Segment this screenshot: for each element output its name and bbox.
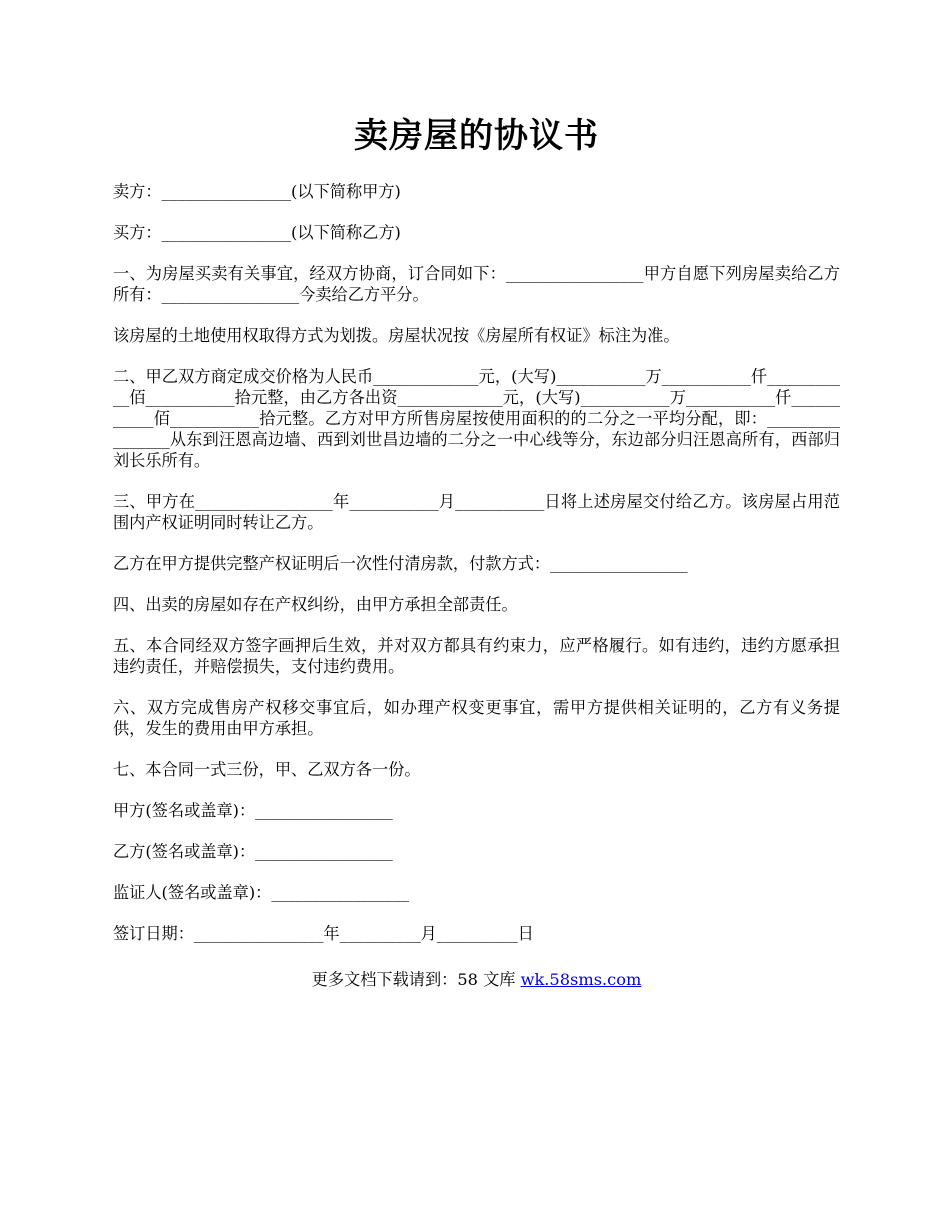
clause-1: 一、为房屋买卖有关事宜，经双方协商，订合同如下：_________________甲方自愿下列房屋卖给乙方所有：_________________今卖给乙方平分。 — [113, 264, 840, 304]
witness-signature: 监证人(签名或盖章)：_________________ — [113, 883, 409, 902]
clause-7: 七、本合同一式三份，甲、乙双方各一份。 — [113, 760, 421, 779]
footer-link[interactable]: wk.58sms.com — [520, 970, 642, 989]
seller-line: 卖方：________________(以下简称甲方) — [113, 182, 401, 201]
buyer-line: 买方：________________(以下简称乙方) — [113, 223, 401, 242]
footer — [113, 969, 840, 990]
clause-2: 二、甲乙双方商定成交价格为人民币_____________元，(大写)___________万___________仟___________佰___________拾元整，由乙方各出资_____________元，(大写)___________万___________仟___________佰___________拾元整。乙方对甲方所售房屋按使用面积的的二分之一平均分配，即：________________从东到汪恩高边墙、西到刘世昌边墙的二分之一中心线等分，东边部分归汪恩高所有，西部归刘长乐所有。 — [113, 367, 840, 470]
payment-line: 乙方在甲方提供完整产权证明后一次性付清房款，付款方式：_________________ — [113, 554, 688, 573]
party-b-signature: 乙方(签名或盖章)：_________________ — [113, 842, 393, 861]
document-body — [113, 181, 840, 964]
signing-date: 签订日期：________________年__________月__________日 — [113, 924, 534, 943]
clause-4: 四、出卖的房屋如存在产权纠纷，由甲方承担全部责任。 — [113, 595, 518, 614]
document-title: 卖房屋的协议书 — [354, 116, 599, 156]
clause-6: 六、双方完成售房产权移交事宜后，如办理产权变更事宜，需甲方提供相关证明的，乙方有义务提供，发生的费用由甲方承担。 — [113, 698, 840, 738]
clause-3: 三、甲方在_________________年___________月___________日将上述房屋交付给乙方。该房屋占用范围内产权证明同时转让乙方。 — [113, 492, 840, 532]
party-a-signature: 甲方(签名或盖章)：_________________ — [113, 801, 393, 820]
land-use-note: 该房屋的土地使用权取得方式为划拨。房屋状况按《房屋所有权证》标注为准。 — [113, 326, 680, 345]
footer-text: 更多文档下载请到：58 文库 — [311, 970, 521, 989]
clause-5: 五、本合同经双方签字画押后生效，并对双方都具有约束力，应严格履行。如有违约，违约方愿承担违约责任，并赔偿损失，支付违约费用。 — [113, 636, 840, 676]
